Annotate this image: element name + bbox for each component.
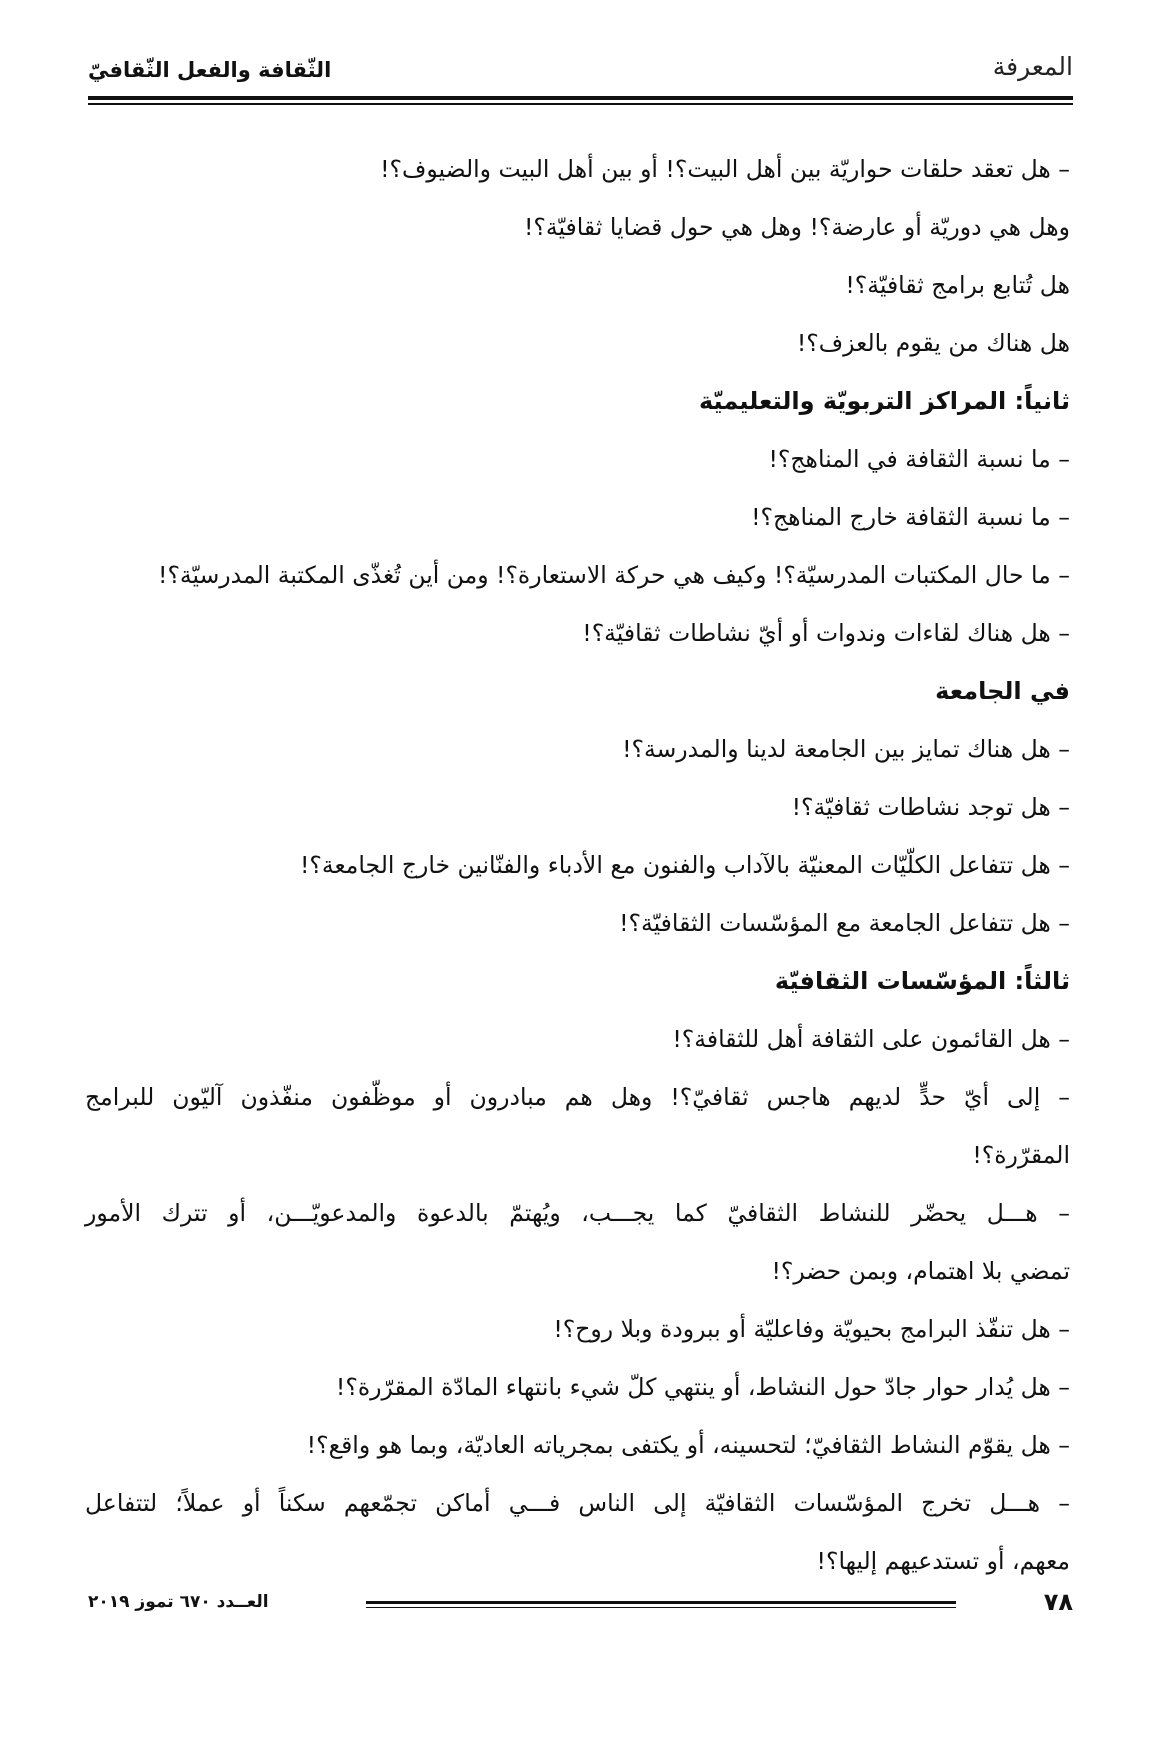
page-header — [88, 52, 1073, 92]
text-line: وهل هي دوريّة أو عارضة؟! وهل هي حول قضايا ثقافيّة؟! — [523, 213, 1070, 241]
issue-info: العــدد ٦٧٠ تموز ٢٠١٩ — [88, 1592, 269, 1612]
text-line: – هل هناك لقاءات وندوات أو أيّ نشاطات ثقافيّة؟! — [582, 619, 1070, 647]
section-heading: ثالثاً: المؤسّسات الثقافيّة — [774, 967, 1070, 995]
text-line: – هـــل تخرج المؤسّسات الثقافيّة إلى الناس فـــي أماكن تجمّعهم سكناً أو عملاً؛ لتتفاعل — [85, 1489, 1070, 1517]
text-line: معهم، أو تستدعيهم إليها؟! — [816, 1547, 1070, 1575]
footer-rule-thick — [366, 1601, 956, 1604]
text-line: – هل توجد نشاطات ثقافيّة؟! — [791, 793, 1070, 821]
section-heading: في الجامعة — [935, 677, 1070, 705]
text-line: – هل يقوّم النشاط الثقافيّ؛ لتحسينه، أو يكتفى بمجرياته العاديّة، وبما هو واقع؟! — [306, 1431, 1070, 1459]
header-rule-thick — [88, 96, 1073, 100]
text-line: – هل تتفاعل الجامعة مع المؤسّسات الثقافيّة؟! — [619, 909, 1070, 937]
text-line: هل هناك من يقوم بالعزف؟! — [796, 329, 1070, 357]
text-line: – ما نسبة الثقافة خارج المناهج؟! — [751, 503, 1070, 531]
text-line: – هل تتفاعل الكلّيّات المعنيّة بالآداب والفنون مع الأدباء والفنّانين خارج الجامعة؟! — [299, 851, 1070, 879]
body-text — [85, 140, 1070, 1590]
magazine-logo: المعرفة — [992, 52, 1073, 81]
text-line: – هـــل يحضّر للنشاط الثقافيّ كما يجـــب، ويُهتمّ بالدعوة والمدعويّـــن، أو تترك الأمور — [85, 1199, 1070, 1227]
section-heading: ثانياً: المراكز التربويّة والتعليميّة — [698, 387, 1070, 415]
footer-rule-thin — [366, 1607, 956, 1608]
text-line: هل تُتابع برامج ثقافيّة؟! — [845, 271, 1070, 299]
text-line: – هل يُدار حوار جادّ حول النشاط، أو ينتهي كلّ شيء بانتهاء المادّة المقرّرة؟! — [335, 1373, 1070, 1401]
text-line: – ما حال المكتبات المدرسيّة؟! وكيف هي حركة الاستعارة؟! ومن أين تُغذّى المكتبة المدرسيّة؟! — [158, 561, 1070, 589]
page-number: ٧٨ — [1043, 1588, 1073, 1616]
text-line: – هل هناك تمايز بين الجامعة لدينا والمدرسة؟! — [622, 735, 1070, 763]
text-line: – هل القائمون على الثقافة أهل للثقافة؟! — [672, 1025, 1070, 1053]
text-line: – هل تعقد حلقات حواريّة بين أهل البيت؟! أو بين أهل البيت والضيوف؟! — [380, 155, 1070, 183]
header-rule-thin — [88, 103, 1073, 105]
text-line: المقرّرة؟! — [972, 1141, 1070, 1169]
text-line: – هل تنفّذ البرامج بحيويّة وفاعليّة أو ببرودة وبلا روح؟! — [553, 1315, 1070, 1343]
text-line: – إلى أيّ حدٍّ لديهم هاجس ثقافيّ؟! وهل هم مبادرون أو موظّفون منفّذون آليّون للبرامج — [85, 1083, 1070, 1111]
text-line: تمضي بلا اهتمام، وبمن حضر؟! — [771, 1257, 1070, 1285]
running-title: الثّقافة والفعل الثّقافيّ — [88, 58, 332, 82]
text-line: – ما نسبة الثقافة في المناهج؟! — [768, 445, 1070, 473]
